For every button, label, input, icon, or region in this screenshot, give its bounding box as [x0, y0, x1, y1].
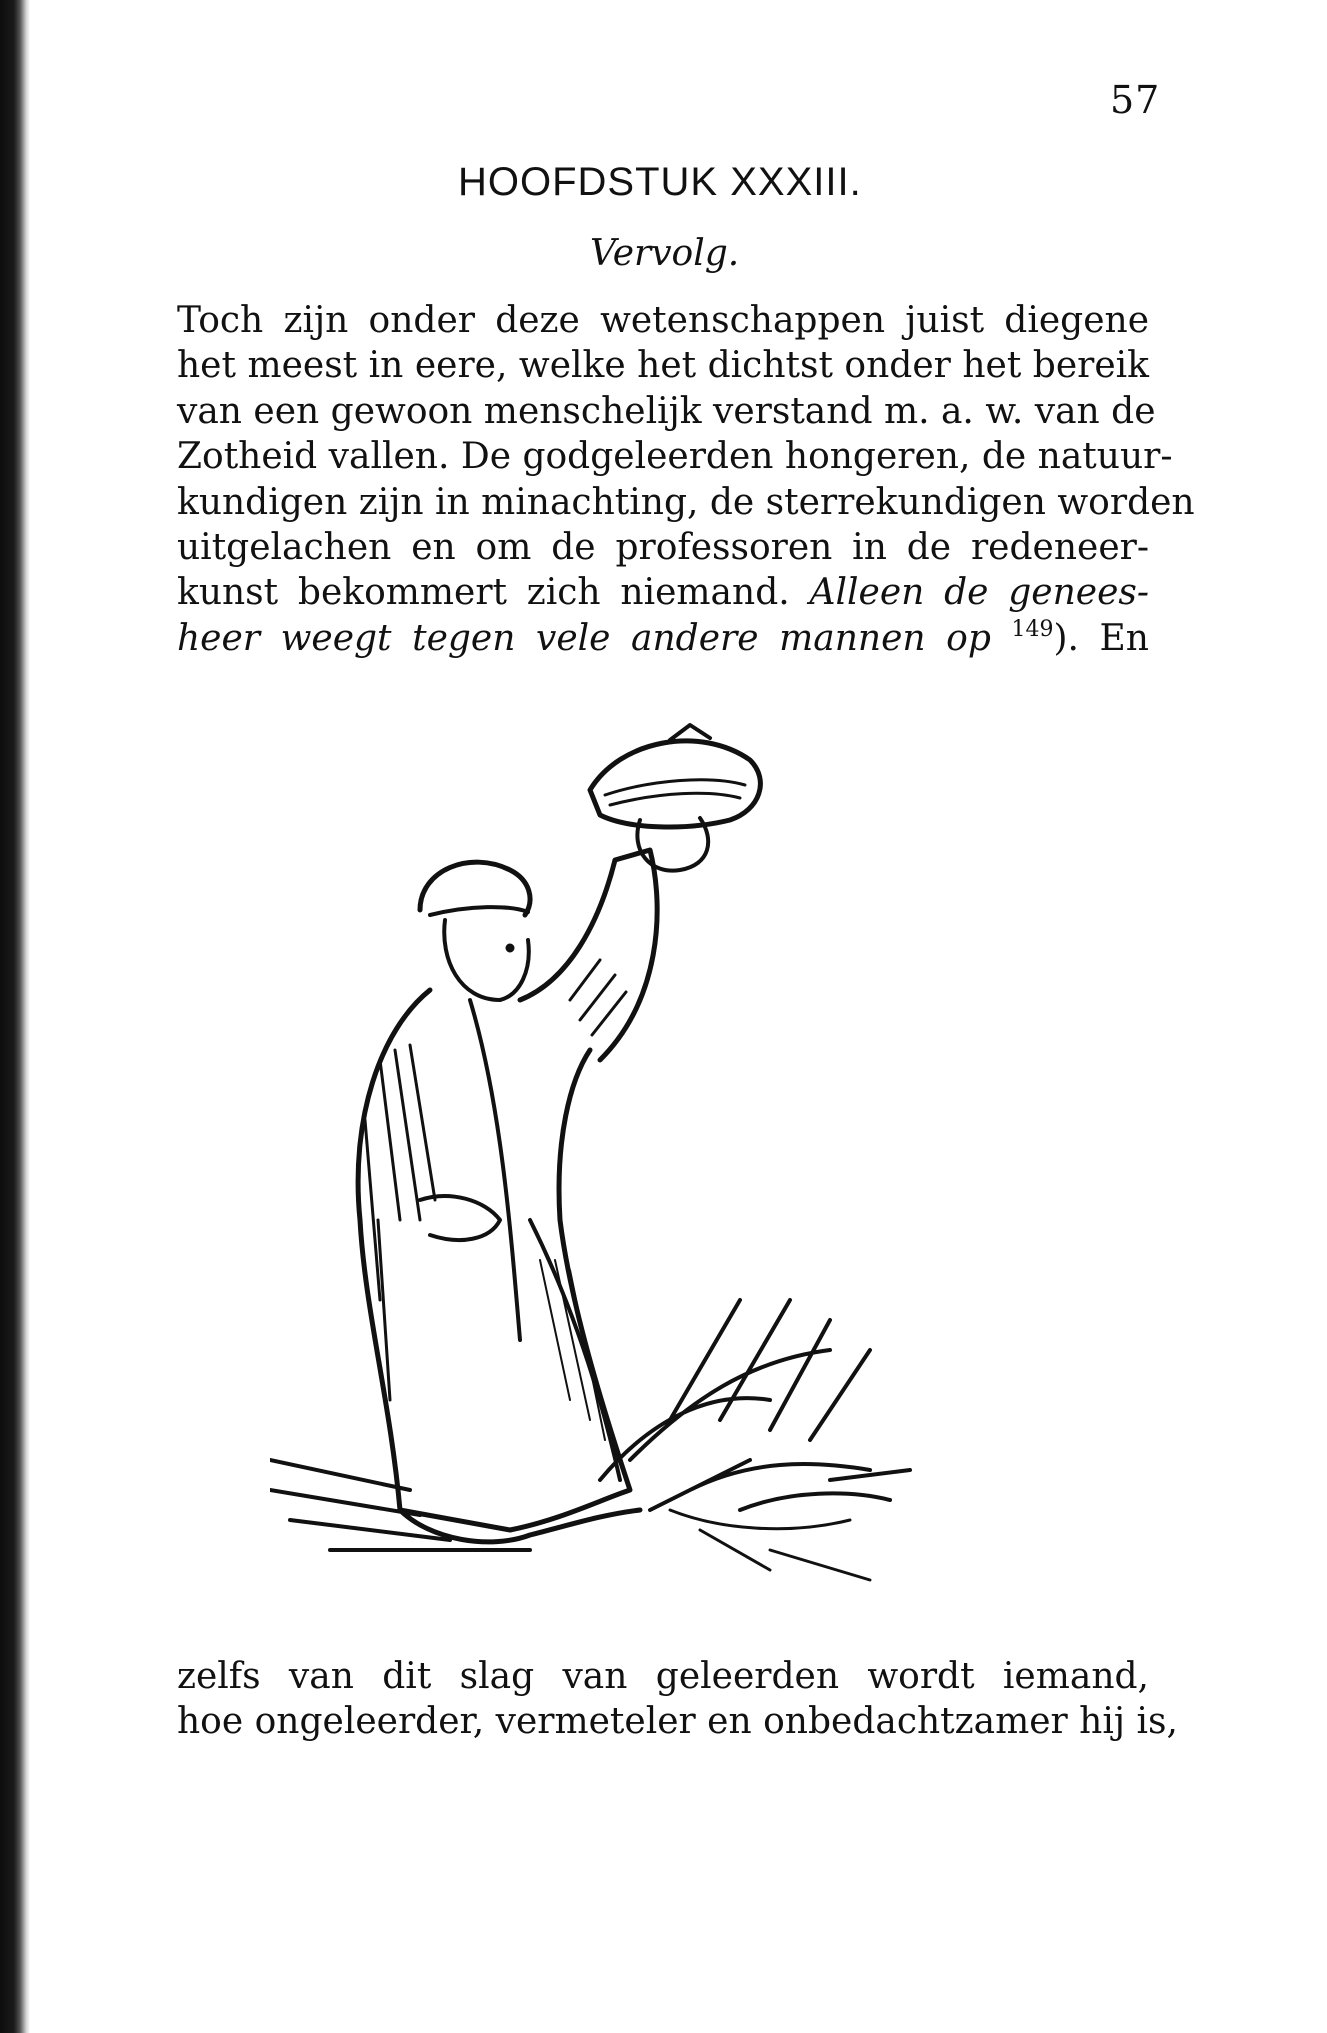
italic-fragment: heer weegt tegen vele andere mannen op	[177, 617, 991, 659]
text-line: uitgelachen en om de professoren in de redeneer-	[177, 526, 1149, 568]
text-line: kundigen zijn in minachting, de sterrekundigen worden	[177, 481, 1195, 523]
text-line: het meest in eere, welke het dichtst onder het bereik	[177, 345, 1149, 387]
paragraph-bottom	[177, 1654, 1178, 1745]
text-line: van een gewoon menschelijk verstand m. a. w. van de	[177, 390, 1156, 432]
book-spine-edge	[0, 0, 30, 2033]
text-line-mixed	[177, 570, 1149, 615]
page-number: 57	[1110, 78, 1161, 122]
chapter-title: HOOFDSTUK XXXIII.	[458, 160, 862, 204]
text-line: Zotheid vallen. De godgeleerden hongeren, de natuur-	[177, 436, 1173, 478]
text-fragment: ). En	[1053, 617, 1149, 659]
text-line: Toch zijn onder deze wetenschappen juist diegene	[177, 300, 1149, 341]
footnote-reference[interactable]: 149	[1011, 616, 1054, 642]
text-line: zelfs van dit slag van geleerden wordt iemand,	[177, 1656, 1149, 1697]
text-fragment: kunst bekommert zich niemand.	[177, 572, 790, 614]
woodcut-physician-inspecting-urine-flask-icon	[270, 700, 970, 1630]
text-line-mixed	[177, 616, 1149, 661]
text-line: hoe ongeleerder, vermeteler en onbedachtzamer hij is,	[177, 1701, 1178, 1743]
paragraph-top	[177, 298, 1195, 661]
italic-fragment: Alleen de genees-	[809, 572, 1150, 614]
chapter-subtitle: Vervolg.	[590, 233, 740, 274]
